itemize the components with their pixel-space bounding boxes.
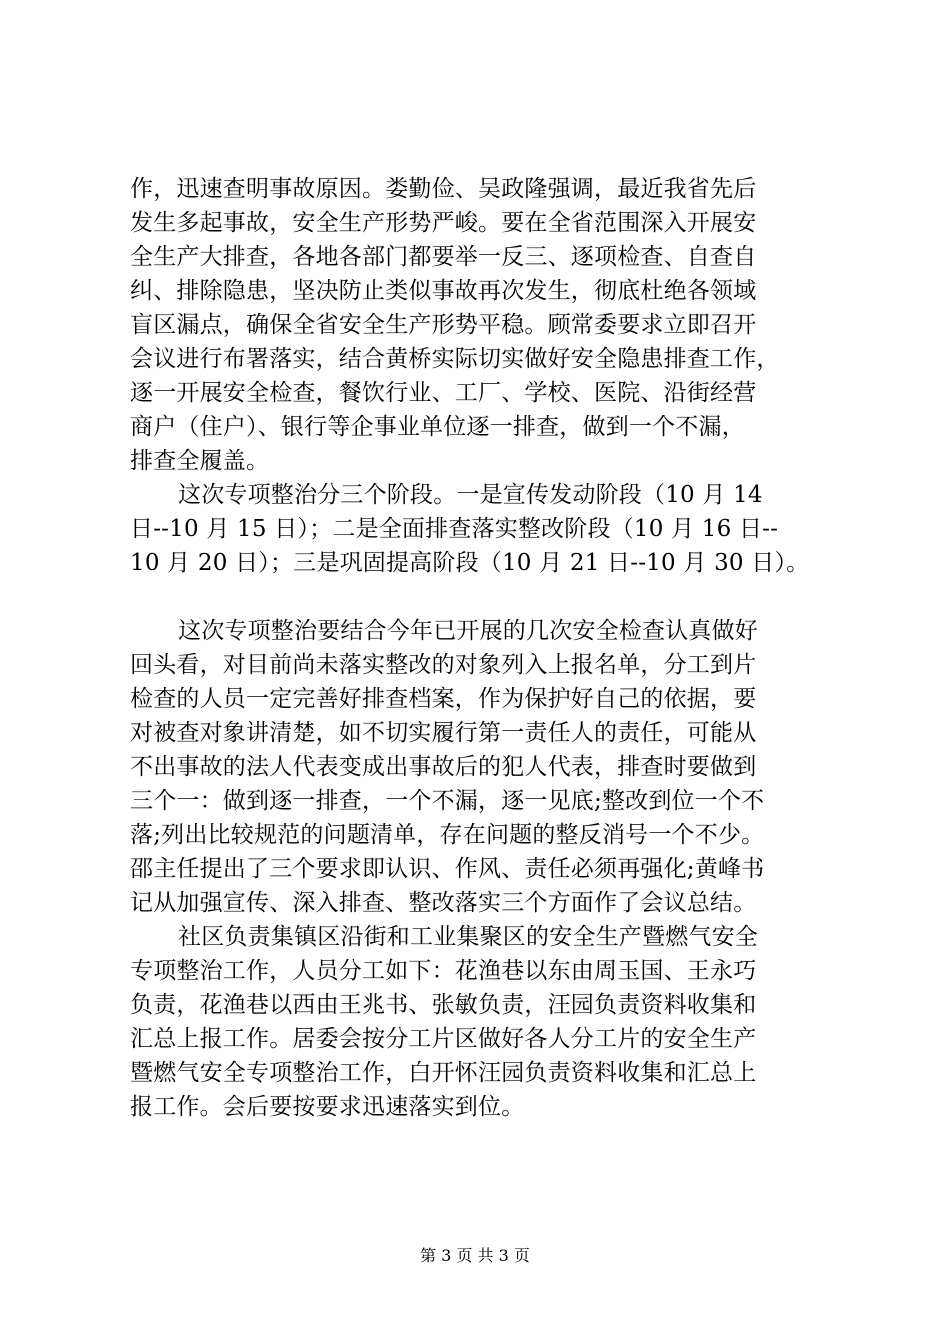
paragraph-line: 对被查对象讲清楚，如不切实履行第一责任人的责任，可能从 — [130, 720, 757, 746]
paragraph-line: 这次专项整治分三个阶段。一是宣传发动阶段（10 月 14 — [178, 482, 763, 508]
paragraph-line: 会议进行布署落实，结合黄桥实际切实做好安全隐患排查工作， — [130, 346, 780, 372]
page-number-footer: 第 3 页 共 3 页 — [420, 1246, 530, 1265]
paragraph-line: 记从加强宣传、深入排查、整改落实三个方面作了会议总结。 — [130, 890, 757, 916]
paragraph-line: 排查全履盖。 — [130, 448, 270, 474]
paragraph-line: 报工作。会后要按要求迅速落实到位。 — [130, 1094, 525, 1120]
paragraph-line: 落;列出比较规范的问题清单，存在问题的整反消号一个不少。 — [130, 822, 765, 848]
paragraph-line: 10 月 20 日）；三是巩固提高阶段（10 月 21 日--10 月 30 日）。 — [130, 550, 810, 576]
paragraph-line: 负责，花渔巷以西由王兆书、张敏负责，汪园负责资料收集和 — [130, 992, 757, 1018]
paragraph-line: 不出事故的法人代表变成出事故后的犯人代表，排查时要做到 — [130, 754, 757, 780]
paragraph-line: 邵主任提出了三个要求即认识、作风、责任必须再强化;黄峰书 — [130, 856, 765, 882]
paragraph-line: 发生多起事故，安全生产形势严峻。要在全省范围深入开展安 — [130, 210, 757, 236]
paragraph-line: 商户（住户）、银行等企事业单位逐一排查，做到一个不漏， — [130, 414, 745, 440]
paragraph-line: 全生产大排查，各地各部门都要举一反三、逐项检查、自查自 — [130, 244, 757, 270]
paragraph-line: 回头看，对目前尚未落实整改的对象列入上报名单，分工到片 — [130, 652, 757, 678]
paragraph-line: 汇总上报工作。居委会按分工片区做好各人分工片的安全生产 — [130, 1026, 757, 1052]
paragraph-line: 日--10 月 15 日）；二是全面排查落实整改阶段（10 月 16 日-- — [130, 516, 779, 542]
paragraph-line: 这次专项整治要结合今年已开展的几次安全检查认真做好 — [178, 618, 758, 644]
paragraph-line: 作，迅速查明事故原因。娄勤俭、吴政隆强调，最近我省先后 — [130, 176, 757, 202]
paragraph-line: 逐一开展安全检查，餐饮行业、工厂、学校、医院、沿街经营 — [130, 380, 757, 406]
paragraph-line: 盲区漏点，确保全省安全生产形势平稳。顾常委要求立即召开 — [130, 312, 757, 338]
paragraph-line: 三个一：做到逐一排查，一个不漏，逐一见底;整改到位一个不 — [130, 788, 765, 814]
paragraph-line: 社区负责集镇区沿街和工业集聚区的安全生产暨燃气安全 — [178, 924, 758, 950]
paragraph-line: 专项整治工作，人员分工如下：花渔巷以东由周玉国、王永巧 — [130, 958, 757, 984]
paragraph-line: 检查的人员一定完善好排查档案，作为保护好自己的依据，要 — [130, 686, 757, 712]
paragraph-line: 纠、排除隐患，坚决防止类似事故再次发生，彻底杜绝各领域 — [130, 278, 757, 304]
paragraph-line: 暨燃气安全专项整治工作，白开怀汪园负责资料收集和汇总上 — [130, 1060, 757, 1086]
